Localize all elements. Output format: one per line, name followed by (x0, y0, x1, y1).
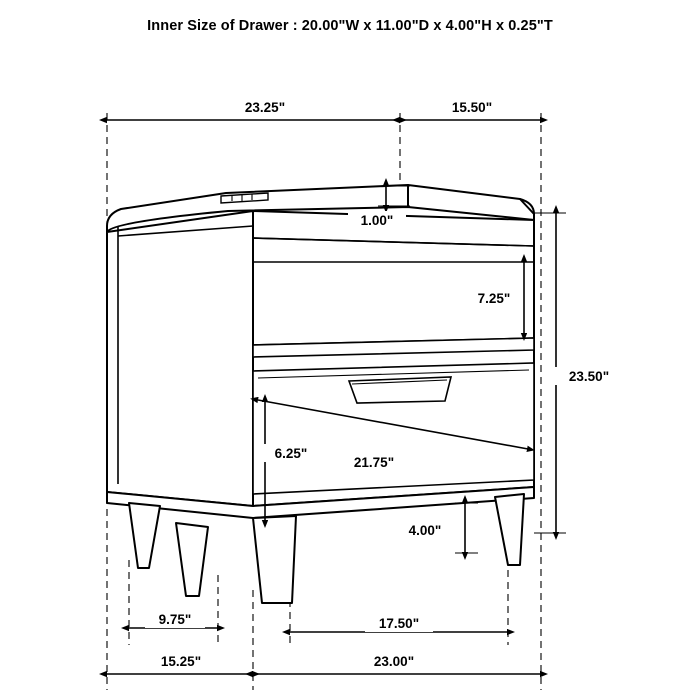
dim-top-gap-height: 1.00" (360, 213, 394, 228)
dim-base-depth-bottom: 17.50" (378, 616, 420, 631)
dim-shelf-opening-height: 7.25" (477, 291, 511, 306)
dim-leg-height: 4.00" (408, 523, 442, 538)
dim-top-right-depth: 15.50" (451, 100, 493, 115)
dim-drawer-front-height: 6.25" (274, 446, 308, 461)
dim-total-height: 23.50" (568, 369, 610, 384)
dim-base-total-width: 23.00" (373, 654, 415, 669)
page-title: Inner Size of Drawer : 20.00"W x 11.00"D x 4.00"H x 0.25"T (147, 18, 553, 34)
dim-drawer-front-width: 21.75" (353, 455, 395, 470)
dim-leg-span-front: 9.75" (158, 612, 192, 627)
dim-top-left-width: 23.25" (244, 100, 286, 115)
dim-base-left-width: 15.25" (160, 654, 202, 669)
